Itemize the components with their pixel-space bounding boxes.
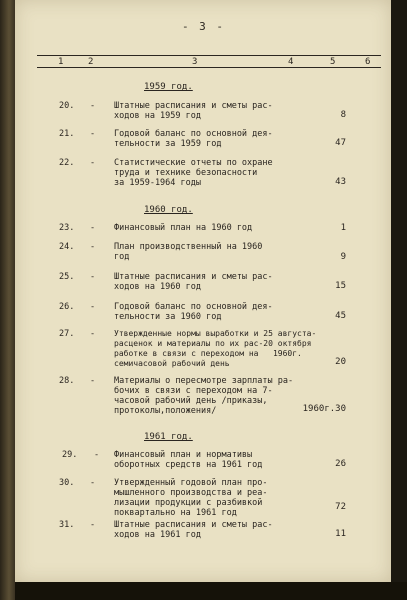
section-year: 1961 год. (144, 432, 193, 442)
column-header-4: 4 (288, 57, 294, 67)
entry-title: Штатные расписания и сметы рас- ходов на 1960 год (114, 272, 273, 292)
header-rule-bottom (37, 67, 381, 68)
entry-title: Штатные расписания и сметы рас- ходов на 1959 год (114, 101, 273, 121)
entry-title: Годовой баланс по основной дея- тельности за 1960 год (114, 302, 273, 322)
entry-title: Материалы о пересмотре зарплаты ра- бочих в связи с переходом на 7- часовой рабочий день /приказы, протоколы,положения/ (114, 376, 294, 416)
entry-number: 27. (59, 329, 75, 339)
column-header-1: 1 (58, 57, 64, 67)
entry-dash: - (90, 158, 96, 168)
entry-dash: - (90, 376, 96, 386)
entry-dash: - (90, 520, 96, 530)
entry-dash: - (90, 302, 96, 312)
entry-title: Статистические отчеты по охране труда и технике безопасности за 1959-1964 годы (114, 158, 273, 188)
column-header-5: 5 (330, 57, 336, 67)
entry-dash: - (90, 478, 96, 488)
section-year: 1960 год. (144, 205, 193, 215)
header-rule-top (37, 55, 381, 56)
entry-number: 31. (59, 520, 75, 530)
entry-dash: - (90, 223, 96, 233)
entry-title: Утвержденные нормы выработки и 25 августа- расценок и материалы по их рас-20 октября работке в связи с переходом на 1960г. семичасовой рабочий день (114, 329, 317, 368)
entry-sheet-count: 1 (340, 223, 346, 233)
entry-number: 28. (59, 376, 75, 386)
entry-sheet-count: 26 (335, 459, 346, 469)
entry-dash: - (90, 242, 96, 252)
entry-sheet-count: 43 (335, 177, 346, 187)
entry-dash: - (94, 450, 100, 460)
column-header-3: 3 (192, 57, 198, 67)
page-number: - 3 - (181, 20, 226, 33)
entry-sheet-count: 15 (335, 281, 346, 291)
entry-dash: - (90, 101, 96, 111)
entry-title: Финансовый план и нормативы оборотных средств на 1961 год (114, 450, 263, 470)
entry-number: 20. (59, 101, 75, 111)
entry-sheet-count: 45 (335, 311, 346, 321)
entry-title: Годовой баланс по основной дея- тельности за 1959 год (114, 129, 273, 149)
entry-title: Утвержденный годовой план про- мышленного производства и реа- лизации продукции с разбивкой поквартально на 1961 год (114, 478, 268, 518)
column-header-2: 2 (88, 57, 94, 67)
entry-number: 24. (59, 242, 75, 252)
entry-number: 25. (59, 272, 75, 282)
entry-number: 23. (59, 223, 75, 233)
entry-sheet-count: 1960г.30 (302, 404, 346, 414)
entry-sheet-count: 20 (335, 357, 346, 367)
entry-dash: - (90, 329, 96, 339)
entry-dash: - (90, 129, 96, 139)
entry-sheet-count: 72 (335, 502, 346, 512)
entry-number: 26. (59, 302, 75, 312)
entry-sheet-count: 8 (340, 110, 346, 120)
entry-number: 21. (59, 129, 75, 139)
entry-title: Финансовый план на 1960 год (114, 223, 253, 233)
entry-number: 29. (62, 450, 78, 460)
entry-dash: - (90, 272, 96, 282)
column-header-6: 6 (365, 57, 371, 67)
entry-title: Штатные расписания и сметы рас- ходов на 1961 год (114, 520, 273, 540)
binder-edge (0, 0, 15, 600)
entry-sheet-count: 9 (340, 252, 346, 262)
page-shadow (15, 582, 407, 600)
entry-title: План производственный на 1960 год (114, 242, 263, 262)
entry-number: 22. (59, 158, 75, 168)
section-year: 1959 год. (144, 82, 193, 92)
entry-sheet-count: 47 (335, 138, 346, 148)
entry-sheet-count: 11 (335, 529, 346, 539)
entry-number: 30. (59, 478, 75, 488)
